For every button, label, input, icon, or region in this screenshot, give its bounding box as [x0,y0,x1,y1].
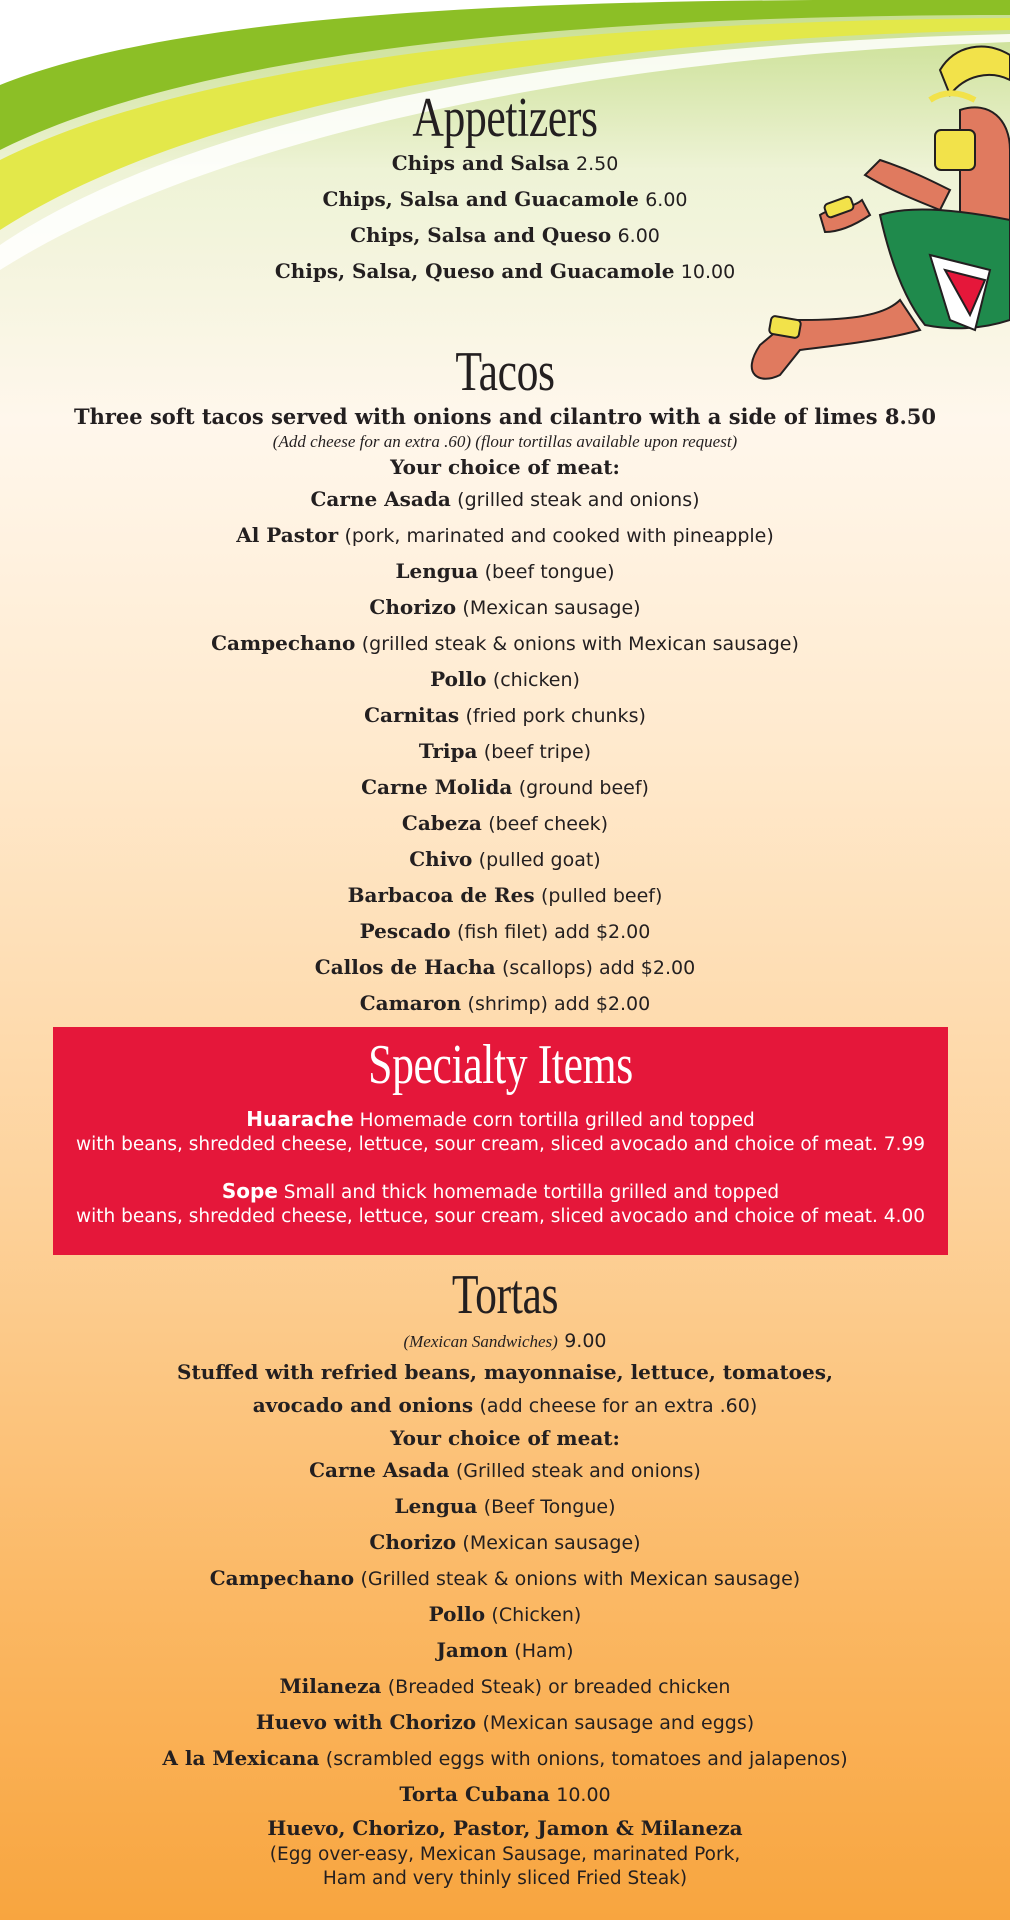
specialty-item: Sope Small and thick homemade tortilla grilled and topped with beans, shredded cheese, lettuce, sour cream, sliced avocado and choice of meat. 4.00 [76,1179,925,1227]
taco-meat-item: Carnitas (fried pork chunks) [364,703,646,727]
torta-meat-item: Huevo with Chorizo (Mexican sausage and eggs) [255,1710,755,1734]
appetizer-item: Chips, Salsa and Queso 6.00 [350,223,660,247]
torta-cubana-description: (Egg over-easy, Mexican Sausage, marinated Pork, [269,1844,741,1865]
tacos-note: (Add cheese for an extra .60) (flour tortillas available upon request) [272,432,738,451]
tortas-description-line: avocado and onions (add cheese for an extra .60) [252,1393,758,1417]
specialty-heading: Specialty Items [368,1034,633,1096]
taco-meat-item: Pescado (fish filet) add $2.00 [359,919,651,943]
tortas-choice-label: Your choice of meat: [390,1426,620,1450]
taco-meat-item: Barbacoa de Res (pulled beef) [347,883,663,907]
torta-meat-item: Jamon (Ham) [436,1638,574,1662]
tacos-description: Three soft tacos served with onions and cilantro with a side of limes 8.50 [73,404,937,429]
torta-meat-item: Chorizo (Mexican sausage) [369,1530,641,1554]
appetizer-item: Chips, Salsa, Queso and Guacamole 10.00 [274,259,736,283]
taco-meat-item: Callos de Hacha (scallops) add $2.00 [314,955,696,979]
torta-meat-item: Lengua (Beef Tongue) [394,1494,616,1518]
tortas-subtitle-line: (Mexican Sandwiches) 9.00 [403,1330,607,1352]
torta-meat-item: Campechano (Grilled steak & onions with Mexican sausage) [209,1566,801,1590]
torta-cubana-description: Ham and very thinly sliced Fried Steak) [322,1868,688,1889]
tacos-choice-label: Your choice of meat: [390,455,620,479]
taco-meat-item: Chivo (pulled goat) [409,847,601,871]
tacos-heading: Tacos [455,341,555,403]
taco-meat-item: Pollo (chicken) [430,667,580,691]
specialty-item: Huarache Homemade corn tortilla grilled and topped with beans, shredded cheese, lettuce, sour cream, sliced avocado and choice of meat. 7.99 [76,1107,925,1155]
taco-meat-item: Al Pastor (pork, marinated and cooked with pineapple) [236,523,774,547]
torta-meat-item: Milaneza (Breaded Steak) or breaded chicken [279,1674,731,1698]
tacos-section [0,342,1010,1022]
taco-meat-item: Campechano (grilled steak & onions with Mexican sausage) [211,631,799,655]
taco-meat-item: Tripa (beef tripe) [418,739,592,763]
taco-meat-item: Chorizo (Mexican sausage) [369,595,641,619]
appetizer-item: Chips and Salsa 2.50 [391,151,619,175]
specialty-items-panel [53,1027,948,1255]
taco-meat-item: Camaron (shrimp) add $2.00 [359,991,651,1015]
appetizers-heading: Appetizers [412,87,598,149]
torta-meat-item: A la Mexicana (scrambled eggs with onions, tomatoes and jalapenos) [162,1746,848,1770]
taco-meat-item: Carne Asada (grilled steak and onions) [310,487,700,511]
taco-meat-item: Lengua (beef tongue) [395,559,615,583]
torta-cubana-ingredients: Huevo, Chorizo, Pastor, Jamon & Milaneza [267,1816,743,1840]
torta-meat-item: Carne Asada (Grilled steak and onions) [309,1458,701,1482]
tortas-heading: Tortas [451,1264,559,1326]
tortas-section [0,1265,1010,1891]
appetizers-section [0,88,1010,290]
torta-meat-item: Torta Cubana 10.00 [399,1782,611,1806]
tortas-description-line: Stuffed with refried beans, mayonnaise, lettuce, tomatoes, [177,1360,833,1384]
torta-meat-item: Pollo (Chicken) [428,1602,582,1626]
appetizer-item: Chips, Salsa and Guacamole 6.00 [322,187,688,211]
taco-meat-item: Carne Molida (ground beef) [361,775,649,799]
taco-meat-item: Cabeza (beef cheek) [401,811,609,835]
